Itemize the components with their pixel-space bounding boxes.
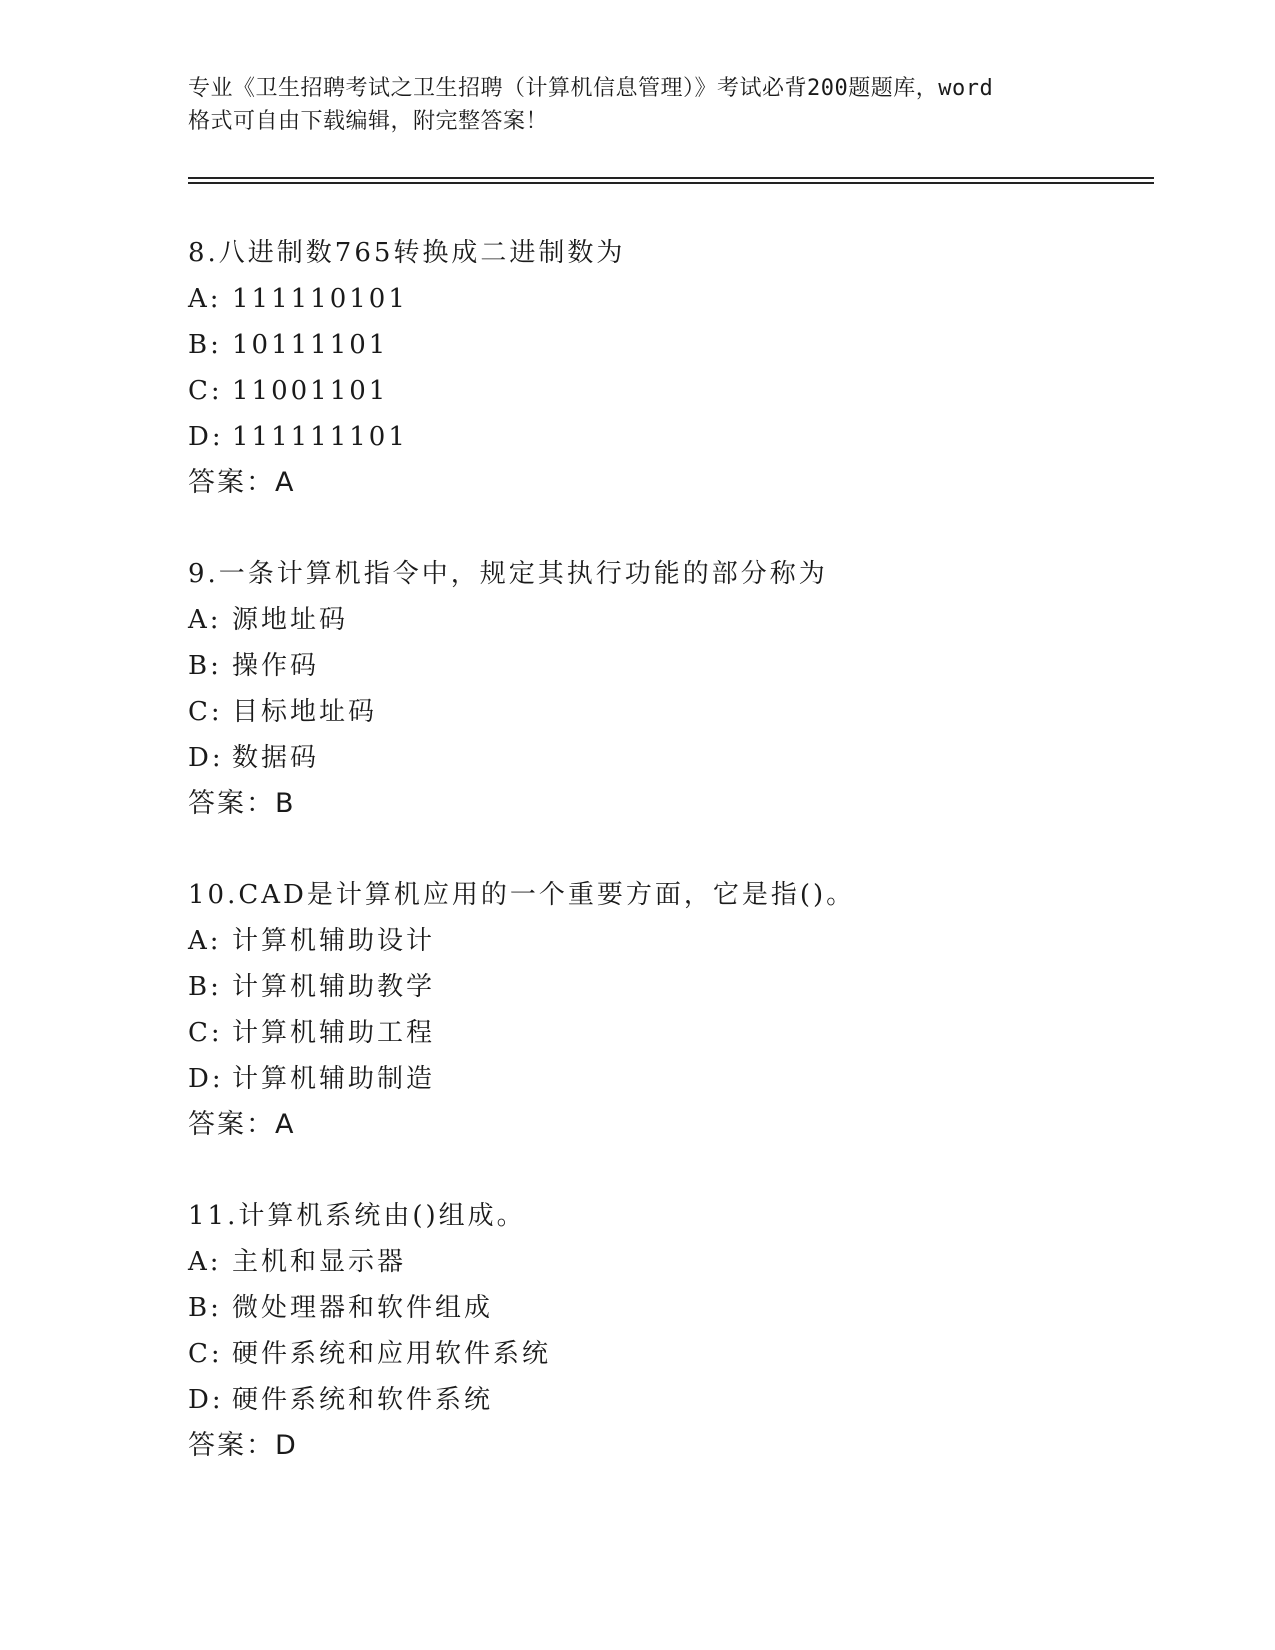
answer-line [188, 460, 1148, 506]
answer-line [188, 781, 1148, 827]
option-text: 11001101 [232, 376, 389, 406]
option-a [188, 1239, 1148, 1285]
option-b [188, 322, 1148, 368]
option-b [188, 1285, 1148, 1331]
option-a [188, 597, 1148, 643]
question-10 [188, 872, 1148, 1148]
option-text: 10111101 [232, 330, 389, 360]
option-letter: A: [188, 926, 222, 956]
answer-label: 答案： [188, 467, 275, 498]
option-letter: D: [188, 422, 224, 452]
option-text: 源地址码 [232, 605, 349, 635]
option-a [188, 918, 1148, 964]
question-stem: 9.一条计算机指令中，规定其执行功能的部分称为 [188, 559, 828, 589]
option-letter: C: [188, 376, 223, 406]
option-text: 计算机辅助设计 [232, 926, 436, 956]
option-c [188, 368, 1148, 414]
option-letter: D: [188, 1385, 224, 1415]
option-letter: B: [188, 972, 222, 1002]
option-text: 主机和显示器 [232, 1247, 407, 1277]
option-d [188, 1377, 1148, 1423]
answer-label: 答案： [188, 1430, 275, 1461]
answer-line [188, 1102, 1148, 1148]
question-11 [188, 1193, 1148, 1469]
option-text: 计算机辅助工程 [232, 1018, 436, 1048]
option-text: 计算机辅助教学 [232, 972, 436, 1002]
option-c [188, 1331, 1148, 1377]
option-letter: A: [188, 1247, 222, 1277]
document-header [188, 72, 1088, 138]
answer-line [188, 1423, 1148, 1469]
option-c [188, 689, 1148, 735]
answer-value: A [275, 1109, 296, 1140]
option-text: 目标地址码 [232, 697, 378, 727]
option-letter: B: [188, 330, 222, 360]
header-line-2: 格式可自由下载编辑，附完整答案！ [188, 109, 549, 134]
option-text: 111110101 [232, 284, 408, 314]
option-a [188, 276, 1148, 322]
question-9 [188, 551, 1148, 827]
answer-label: 答案： [188, 788, 275, 819]
option-letter: B: [188, 651, 222, 681]
option-text: 计算机辅助制造 [232, 1064, 436, 1094]
option-letter: C: [188, 697, 223, 727]
header-divider-top [188, 177, 1154, 179]
question-stem: 8.八进制数765转换成二进制数为 [188, 238, 626, 268]
question-stem: 10.CAD是计算机应用的一个重要方面，它是指()。 [188, 880, 856, 910]
header-divider-bottom [188, 182, 1154, 184]
option-d [188, 414, 1148, 460]
question-stem: 11.计算机系统由()组成。 [188, 1201, 526, 1231]
option-letter: A: [188, 605, 222, 635]
option-text: 111111101 [232, 422, 408, 452]
option-text: 微处理器和软件组成 [232, 1293, 494, 1323]
option-letter: D: [188, 1064, 224, 1094]
option-b [188, 643, 1148, 689]
option-letter: D: [188, 743, 224, 773]
option-text: 操作码 [232, 651, 320, 681]
option-letter: C: [188, 1339, 223, 1369]
option-text: 硬件系统和应用软件系统 [232, 1339, 552, 1369]
option-text: 硬件系统和软件系统 [232, 1385, 494, 1415]
option-d [188, 1056, 1148, 1102]
option-d [188, 735, 1148, 781]
option-c [188, 1010, 1148, 1056]
answer-value: A [275, 467, 296, 498]
option-text: 数据码 [232, 743, 320, 773]
option-b [188, 964, 1148, 1010]
header-line-1: 专业《卫生招聘考试之卫生招聘（计算机信息管理）》考试必背200题题库，word [188, 76, 994, 101]
option-letter: A: [188, 284, 222, 314]
question-8 [188, 230, 1148, 506]
option-letter: C: [188, 1018, 223, 1048]
answer-label: 答案： [188, 1109, 275, 1140]
option-letter: B: [188, 1293, 222, 1323]
answer-value: B [275, 788, 296, 819]
answer-value: D [275, 1430, 298, 1461]
